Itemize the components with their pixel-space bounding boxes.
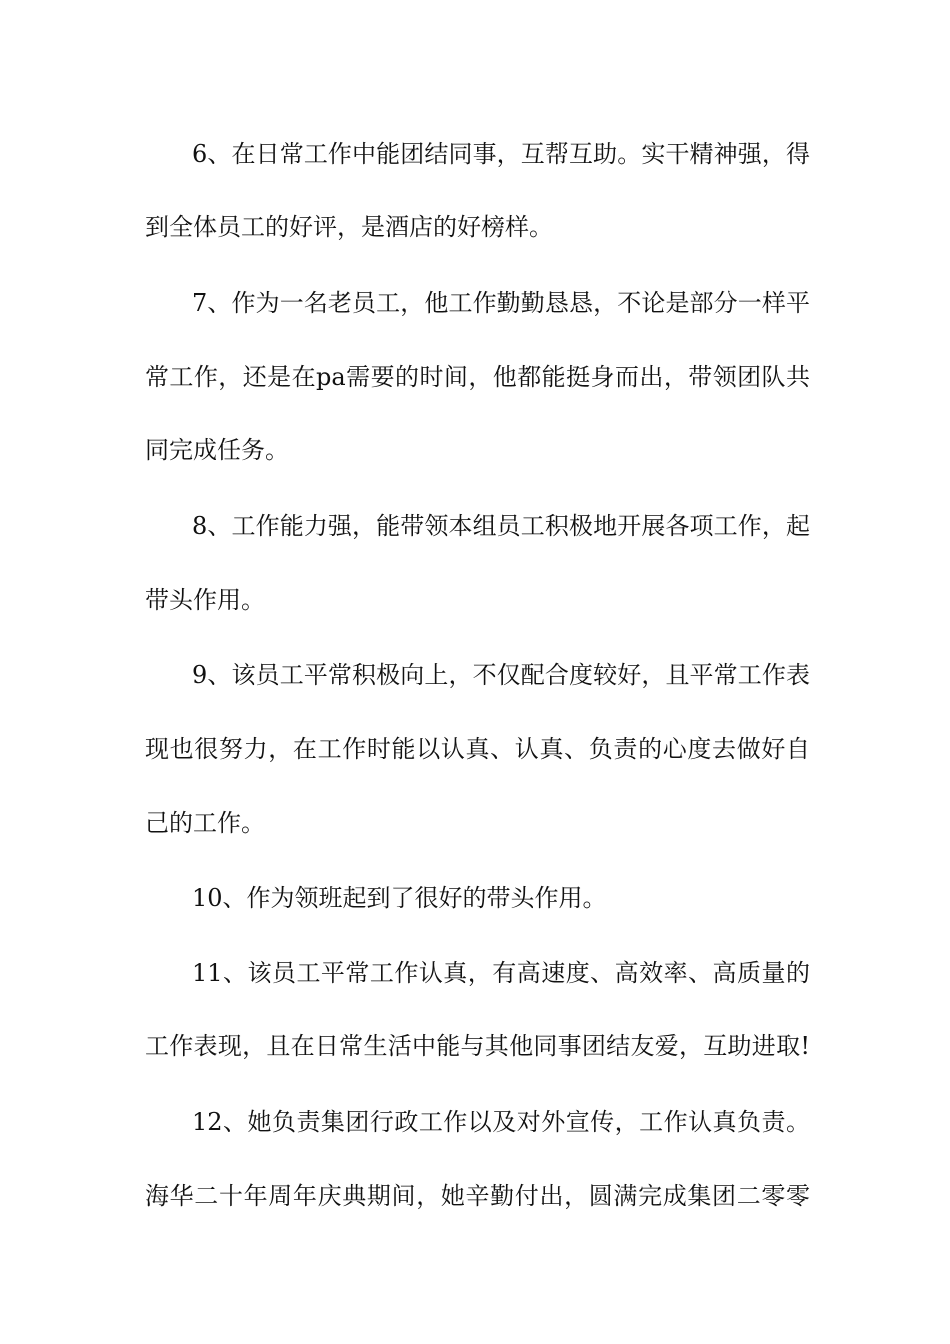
paragraph-12-line-1: 12、她负责集团行政工作以及对外宣传，工作认真负责。 bbox=[192, 1108, 810, 1136]
paragraph-7-line-3: 同完成任务。 bbox=[145, 436, 289, 464]
paragraph-9-line-2: 现也很努力，在工作时能以认真、认真、负责的心度去做好自 bbox=[145, 735, 810, 763]
paragraph-7-line-1: 7、作为一名老员工，他工作勤勤恳恳，不论是部分一样平 bbox=[192, 289, 810, 317]
paragraph-12-line-2: 海华二十年周年庆典期间，她辛勤付出，圆满完成集团二零零 bbox=[145, 1182, 810, 1210]
paragraph-9-line-3: 己的工作。 bbox=[145, 809, 265, 837]
paragraph-8-line-2: 带头作用。 bbox=[145, 586, 265, 614]
paragraph-9-line-1: 9、该员工平常积极向上，不仅配合度较好，且平常工作表 bbox=[192, 661, 810, 689]
paragraph-10-line-1: 10、作为领班起到了很好的带头作用。 bbox=[192, 884, 607, 912]
paragraph-8-line-1: 8、工作能力强，能带领本组员工积极地开展各项工作，起 bbox=[192, 512, 810, 540]
paragraph-11-line-1: 11、该员工平常工作认真，有高速度、高效率、高质量的 bbox=[192, 959, 810, 987]
paragraph-7-line-2: 常工作，还是在pa需要的时间，他都能挺身而出，带领团队共 bbox=[145, 363, 810, 391]
paragraph-11-line-2: 工作表现，且在日常生活中能与其他同事团结友爱，互助进取! bbox=[145, 1032, 810, 1060]
paragraph-6-line-1: 6、在日常工作中能团结同事，互帮互助。实干精神强，得 bbox=[192, 140, 810, 168]
paragraph-6-line-2: 到全体员工的好评，是酒店的好榜样。 bbox=[145, 213, 553, 241]
